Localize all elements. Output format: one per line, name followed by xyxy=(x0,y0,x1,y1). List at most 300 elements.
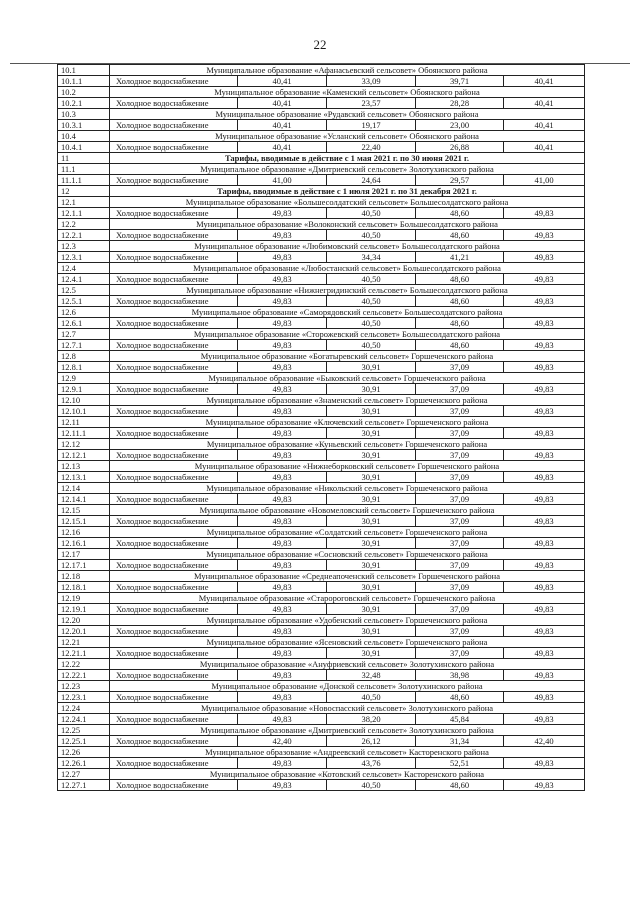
service-name: Холодное водоснабжение xyxy=(110,736,238,747)
row-code: 11 xyxy=(58,153,110,164)
row-code: 12.23.1 xyxy=(58,692,110,703)
row-code: 12.26 xyxy=(58,747,110,758)
tariff-value: 40,50 xyxy=(327,692,416,703)
tariff-row xyxy=(58,758,585,769)
tariff-value: 49,83 xyxy=(504,318,585,329)
tariff-row xyxy=(58,626,585,637)
tariff-value: 49,83 xyxy=(504,604,585,615)
tariff-value: 49,83 xyxy=(238,406,327,417)
municipality-row xyxy=(58,615,585,626)
tariff-value: 19,17 xyxy=(327,120,416,131)
municipality-name: Муниципальное образование «Большесолдатский сельсовет» Большесолдатского района xyxy=(110,197,585,208)
service-name: Холодное водоснабжение xyxy=(110,626,238,637)
municipality-row xyxy=(58,461,585,472)
period-header-row xyxy=(58,153,585,164)
municipality-row xyxy=(58,527,585,538)
tariff-value: 23,57 xyxy=(327,98,416,109)
tariff-value: 40,50 xyxy=(327,230,416,241)
tariff-row xyxy=(58,362,585,373)
tariff-value: 49,83 xyxy=(504,758,585,769)
service-name: Холодное водоснабжение xyxy=(110,230,238,241)
tariff-value: 49,83 xyxy=(238,362,327,373)
row-code: 12.26.1 xyxy=(58,758,110,769)
service-name: Холодное водоснабжение xyxy=(110,384,238,395)
row-code: 12.1.1 xyxy=(58,208,110,219)
row-code: 12.18 xyxy=(58,571,110,582)
row-code: 12.12.1 xyxy=(58,450,110,461)
tariff-row xyxy=(58,384,585,395)
row-code: 12.8 xyxy=(58,351,110,362)
municipality-name: Муниципальное образование «Рудавский сельсовет» Обоянского района xyxy=(110,109,585,120)
row-code: 12.4 xyxy=(58,263,110,274)
tariff-row xyxy=(58,318,585,329)
tariff-row xyxy=(58,120,585,131)
tariff-value: 37,09 xyxy=(416,494,504,505)
tariff-value: 49,83 xyxy=(504,780,585,791)
row-code: 12.4.1 xyxy=(58,274,110,285)
tariff-table-body xyxy=(58,65,585,791)
tariff-value: 40,50 xyxy=(327,780,416,791)
tariff-value: 49,83 xyxy=(238,472,327,483)
row-code: 12.8.1 xyxy=(58,362,110,373)
service-name: Холодное водоснабжение xyxy=(110,670,238,681)
municipality-row xyxy=(58,351,585,362)
tariff-value: 49,83 xyxy=(504,450,585,461)
municipality-name: Муниципальное образование «Дмитриевский сельсовет» Золотухинского района xyxy=(110,164,585,175)
tariff-value: 34,34 xyxy=(327,252,416,263)
tariff-value: 40,50 xyxy=(327,208,416,219)
tariff-value: 49,83 xyxy=(504,560,585,571)
municipality-name: Муниципальное образование «Солдатский сельсовет» Горшеченского района xyxy=(110,527,585,538)
tariff-value: 49,83 xyxy=(504,670,585,681)
municipality-row xyxy=(58,87,585,98)
tariff-value: 49,83 xyxy=(238,296,327,307)
tariff-table xyxy=(57,64,585,791)
municipality-row xyxy=(58,395,585,406)
row-code: 12.16.1 xyxy=(58,538,110,549)
tariff-value: 40,41 xyxy=(504,76,585,87)
tariff-value: 38,20 xyxy=(327,714,416,725)
row-code: 12 xyxy=(58,186,110,197)
tariff-value: 37,09 xyxy=(416,626,504,637)
tariff-value: 49,83 xyxy=(504,428,585,439)
tariff-value: 49,83 xyxy=(238,516,327,527)
municipality-name: Муниципальное образование «Никольский сельсовет» Горшеченского района xyxy=(110,483,585,494)
municipality-name: Муниципальное образование «Быковский сельсовет» Горшеченского района xyxy=(110,373,585,384)
tariff-value: 40,41 xyxy=(238,98,327,109)
municipality-row xyxy=(58,725,585,736)
tariff-value: 49,83 xyxy=(504,692,585,703)
tariff-value: 48,60 xyxy=(416,274,504,285)
tariff-row xyxy=(58,736,585,747)
municipality-row xyxy=(58,131,585,142)
tariff-value: 30,91 xyxy=(327,582,416,593)
municipality-row xyxy=(58,681,585,692)
tariff-value: 30,91 xyxy=(327,450,416,461)
tariff-row xyxy=(58,98,585,109)
municipality-name: Муниципальное образование «Среднеапоченский сельсовет» Горшеченского района xyxy=(110,571,585,582)
municipality-name: Муниципальное образование «Ясеновский сельсовет» Горшеченского района xyxy=(110,637,585,648)
municipality-row xyxy=(58,571,585,582)
tariff-value: 22,40 xyxy=(327,142,416,153)
municipality-name: Муниципальное образование «Усланский сельсовет» Обоянского района xyxy=(110,131,585,142)
row-code: 12.16 xyxy=(58,527,110,538)
tariff-value: 30,91 xyxy=(327,604,416,615)
service-name: Холодное водоснабжение xyxy=(110,714,238,725)
tariff-value: 49,83 xyxy=(504,472,585,483)
tariff-row xyxy=(58,406,585,417)
period-header-row xyxy=(58,186,585,197)
row-code: 10.2.1 xyxy=(58,98,110,109)
tariff-value: 39,71 xyxy=(416,76,504,87)
tariff-value: 49,83 xyxy=(504,252,585,263)
tariff-value: 23,00 xyxy=(416,120,504,131)
municipality-name: Муниципальное образование «Донской сельсовет» Золотухинского района xyxy=(110,681,585,692)
tariff-value: 30,91 xyxy=(327,406,416,417)
service-name: Холодное водоснабжение xyxy=(110,142,238,153)
tariff-row xyxy=(58,494,585,505)
tariff-value: 49,83 xyxy=(504,230,585,241)
service-name: Холодное водоснабжение xyxy=(110,538,238,549)
tariff-row xyxy=(58,780,585,791)
tariff-value: 49,83 xyxy=(504,494,585,505)
municipality-name: Муниципальное образование «Куньевский сельсовет» Горшеченского района xyxy=(110,439,585,450)
page-number: 22 xyxy=(313,37,327,52)
municipality-row xyxy=(58,263,585,274)
municipality-name: Муниципальное образование «Сторожевский сельсовет» Большесолдатского района xyxy=(110,329,585,340)
municipality-row xyxy=(58,164,585,175)
tariff-value: 48,60 xyxy=(416,780,504,791)
tariff-value: 48,60 xyxy=(416,692,504,703)
tariff-row xyxy=(58,714,585,725)
tariff-value: 49,83 xyxy=(504,340,585,351)
tariff-value: 49,83 xyxy=(238,582,327,593)
tariff-value: 49,83 xyxy=(504,274,585,285)
tariff-value: 49,83 xyxy=(238,604,327,615)
tariff-value: 37,09 xyxy=(416,406,504,417)
row-code: 12.19 xyxy=(58,593,110,604)
tariff-value: 49,83 xyxy=(238,714,327,725)
municipality-row xyxy=(58,439,585,450)
tariff-row xyxy=(58,274,585,285)
tariff-value: 49,83 xyxy=(238,450,327,461)
tariff-value: 40,41 xyxy=(504,98,585,109)
service-name: Холодное водоснабжение xyxy=(110,494,238,505)
tariff-row xyxy=(58,648,585,659)
service-name: Холодное водоснабжение xyxy=(110,318,238,329)
tariff-value: 40,50 xyxy=(327,296,416,307)
row-code: 12.1 xyxy=(58,197,110,208)
row-code: 12.22.1 xyxy=(58,670,110,681)
tariff-value: 37,09 xyxy=(416,516,504,527)
row-code: 10.4.1 xyxy=(58,142,110,153)
row-code: 12.5.1 xyxy=(58,296,110,307)
service-name: Холодное водоснабжение xyxy=(110,758,238,769)
tariff-row xyxy=(58,230,585,241)
row-code: 10.2 xyxy=(58,87,110,98)
tariff-value: 49,83 xyxy=(504,296,585,307)
tariff-value: 40,41 xyxy=(238,142,327,153)
tariff-value: 49,83 xyxy=(238,318,327,329)
municipality-name: Муниципальное образование «Нижнеборковский сельсовет» Горшеченского района xyxy=(110,461,585,472)
row-code: 11.1.1 xyxy=(58,175,110,186)
row-code: 12.24 xyxy=(58,703,110,714)
period-title: Тарифы, вводимые в действие с 1 мая 2021 г. по 30 июня 2021 г. xyxy=(110,153,585,164)
municipality-row xyxy=(58,219,585,230)
service-name: Холодное водоснабжение xyxy=(110,648,238,659)
tariff-value: 48,60 xyxy=(416,318,504,329)
tariff-value: 48,60 xyxy=(416,208,504,219)
municipality-row xyxy=(58,285,585,296)
row-code: 10.4 xyxy=(58,131,110,142)
tariff-value: 52,51 xyxy=(416,758,504,769)
tariff-row xyxy=(58,582,585,593)
tariff-value: 37,09 xyxy=(416,472,504,483)
tariff-row xyxy=(58,208,585,219)
tariff-value: 49,83 xyxy=(238,340,327,351)
tariff-value: 45,84 xyxy=(416,714,504,725)
service-name: Холодное водоснабжение xyxy=(110,428,238,439)
municipality-row xyxy=(58,483,585,494)
row-code: 12.9 xyxy=(58,373,110,384)
row-code: 12.14.1 xyxy=(58,494,110,505)
municipality-name: Муниципальное образование «Дмитриевский сельсовет» Золотухинского района xyxy=(110,725,585,736)
tariff-row xyxy=(58,538,585,549)
tariff-value: 30,91 xyxy=(327,472,416,483)
tariff-value: 49,83 xyxy=(504,362,585,373)
tariff-value: 37,09 xyxy=(416,538,504,549)
municipality-name: Муниципальное образование «Любостанский сельсовет» Большесолдатского района xyxy=(110,263,585,274)
municipality-row xyxy=(58,65,585,76)
row-code: 12.6 xyxy=(58,307,110,318)
row-code: 12.15 xyxy=(58,505,110,516)
service-name: Холодное водоснабжение xyxy=(110,76,238,87)
municipality-row xyxy=(58,703,585,714)
row-code: 12.11 xyxy=(58,417,110,428)
tariff-value: 42,40 xyxy=(238,736,327,747)
tariff-value: 48,60 xyxy=(416,230,504,241)
tariff-value: 49,83 xyxy=(238,384,327,395)
service-name: Холодное водоснабжение xyxy=(110,362,238,373)
tariff-value: 37,09 xyxy=(416,604,504,615)
row-code: 12.6.1 xyxy=(58,318,110,329)
row-code: 12.25.1 xyxy=(58,736,110,747)
row-code: 12.7 xyxy=(58,329,110,340)
service-name: Холодное водоснабжение xyxy=(110,516,238,527)
tariff-value: 40,50 xyxy=(327,318,416,329)
tariff-row xyxy=(58,472,585,483)
tariff-value: 49,83 xyxy=(504,516,585,527)
service-name: Холодное водоснабжение xyxy=(110,98,238,109)
municipality-row xyxy=(58,109,585,120)
row-code: 12.3.1 xyxy=(58,252,110,263)
municipality-name: Муниципальное образование «Афанасьевский сельсовет» Обоянского района xyxy=(110,65,585,76)
tariff-value: 37,09 xyxy=(416,362,504,373)
service-name: Холодное водоснабжение xyxy=(110,604,238,615)
row-code: 12.22 xyxy=(58,659,110,670)
tariff-value: 40,41 xyxy=(504,120,585,131)
municipality-row xyxy=(58,659,585,670)
tariff-row xyxy=(58,560,585,571)
row-code: 12.3 xyxy=(58,241,110,252)
tariff-value: 49,83 xyxy=(504,582,585,593)
tariff-value: 49,83 xyxy=(504,384,585,395)
row-code: 10.1 xyxy=(58,65,110,76)
service-name: Холодное водоснабжение xyxy=(110,560,238,571)
row-code: 12.20.1 xyxy=(58,626,110,637)
municipality-name: Муниципальное образование «Старороговский сельсовет» Горшеченского района xyxy=(110,593,585,604)
row-code: 12.10.1 xyxy=(58,406,110,417)
tariff-value: 26,88 xyxy=(416,142,504,153)
municipality-row xyxy=(58,769,585,780)
tariff-value: 48,60 xyxy=(416,340,504,351)
municipality-row xyxy=(58,593,585,604)
row-code: 12.27.1 xyxy=(58,780,110,791)
tariff-value: 28,28 xyxy=(416,98,504,109)
tariff-value: 30,91 xyxy=(327,516,416,527)
tariff-value: 31,34 xyxy=(416,736,504,747)
municipality-row xyxy=(58,549,585,560)
tariff-value: 24,64 xyxy=(327,175,416,186)
tariff-row xyxy=(58,76,585,87)
tariff-value: 26,12 xyxy=(327,736,416,747)
row-code: 12.17 xyxy=(58,549,110,560)
service-name: Холодное водоснабжение xyxy=(110,406,238,417)
tariff-value: 40,41 xyxy=(238,120,327,131)
row-code: 12.21 xyxy=(58,637,110,648)
row-code: 12.14 xyxy=(58,483,110,494)
tariff-value: 33,09 xyxy=(327,76,416,87)
tariff-row xyxy=(58,142,585,153)
service-name: Холодное водоснабжение xyxy=(110,692,238,703)
municipality-name: Муниципальное образование «Богатыревский сельсовет» Горшеченского района xyxy=(110,351,585,362)
tariff-value: 49,83 xyxy=(238,648,327,659)
row-code: 12.13.1 xyxy=(58,472,110,483)
tariff-value: 40,41 xyxy=(504,142,585,153)
municipality-name: Муниципальное образование «Сосновский сельсовет» Горшеченского района xyxy=(110,549,585,560)
tariff-value: 41,00 xyxy=(504,175,585,186)
tariff-value: 37,09 xyxy=(416,428,504,439)
tariff-row xyxy=(58,604,585,615)
row-code: 12.19.1 xyxy=(58,604,110,615)
municipality-name: Муниципальное образование «Волоконский сельсовет» Большесолдатского района xyxy=(110,219,585,230)
municipality-row xyxy=(58,241,585,252)
tariff-value: 37,09 xyxy=(416,648,504,659)
tariff-value: 49,83 xyxy=(238,208,327,219)
tariff-value: 49,83 xyxy=(238,692,327,703)
row-code: 12.20 xyxy=(58,615,110,626)
tariff-value: 37,09 xyxy=(416,582,504,593)
tariff-value: 30,91 xyxy=(327,428,416,439)
tariff-row xyxy=(58,692,585,703)
row-code: 12.13 xyxy=(58,461,110,472)
tariff-value: 49,83 xyxy=(238,252,327,263)
tariff-row xyxy=(58,450,585,461)
municipality-row xyxy=(58,373,585,384)
tariff-value: 49,83 xyxy=(238,230,327,241)
municipality-row xyxy=(58,307,585,318)
tariff-row xyxy=(58,516,585,527)
row-code: 12.27 xyxy=(58,769,110,780)
municipality-name: Муниципальное образование «Ануфриевский сельсовет» Золотухинского района xyxy=(110,659,585,670)
service-name: Холодное водоснабжение xyxy=(110,208,238,219)
municipality-row xyxy=(58,505,585,516)
tariff-value: 49,83 xyxy=(504,714,585,725)
tariff-value: 49,83 xyxy=(238,758,327,769)
tariff-value: 49,83 xyxy=(238,670,327,681)
tariff-value: 49,83 xyxy=(504,406,585,417)
municipality-row xyxy=(58,637,585,648)
row-code: 12.11.1 xyxy=(58,428,110,439)
row-code: 12.21.1 xyxy=(58,648,110,659)
tariff-value: 30,91 xyxy=(327,538,416,549)
tariff-value: 30,91 xyxy=(327,560,416,571)
tariff-row xyxy=(58,340,585,351)
tariff-value: 37,09 xyxy=(416,560,504,571)
row-code: 12.24.1 xyxy=(58,714,110,725)
tariff-value: 30,91 xyxy=(327,626,416,637)
municipality-name: Муниципальное образование «Новомеловский сельсовет» Горшеченского района xyxy=(110,505,585,516)
row-code: 12.25 xyxy=(58,725,110,736)
row-code: 12.12 xyxy=(58,439,110,450)
tariff-value: 42,40 xyxy=(504,736,585,747)
service-name: Холодное водоснабжение xyxy=(110,175,238,186)
tariff-row xyxy=(58,252,585,263)
tariff-value: 37,09 xyxy=(416,384,504,395)
tariff-value: 49,83 xyxy=(238,538,327,549)
tariff-value: 49,83 xyxy=(504,626,585,637)
service-name: Холодное водоснабжение xyxy=(110,296,238,307)
municipality-row xyxy=(58,197,585,208)
service-name: Холодное водоснабжение xyxy=(110,450,238,461)
row-code: 12.5 xyxy=(58,285,110,296)
tariff-value: 40,50 xyxy=(327,340,416,351)
tariff-row xyxy=(58,296,585,307)
row-code: 10.3 xyxy=(58,109,110,120)
municipality-row xyxy=(58,747,585,758)
tariff-value: 37,09 xyxy=(416,450,504,461)
tariff-value: 32,48 xyxy=(327,670,416,681)
row-code: 10.1.1 xyxy=(58,76,110,87)
row-code: 12.23 xyxy=(58,681,110,692)
tariff-value: 30,91 xyxy=(327,384,416,395)
tariff-value: 30,91 xyxy=(327,494,416,505)
municipality-name: Муниципальное образование «Новоспасский сельсовет» Золотухинского района xyxy=(110,703,585,714)
municipality-name: Муниципальное образование «Саморядовский сельсовет» Большесолдатского района xyxy=(110,307,585,318)
tariff-row xyxy=(58,670,585,681)
tariff-value: 43,76 xyxy=(327,758,416,769)
tariff-value: 49,83 xyxy=(238,626,327,637)
row-code: 12.17.1 xyxy=(58,560,110,571)
tariff-value: 29,57 xyxy=(416,175,504,186)
municipality-name: Муниципальное образование «Котовский сельсовет» Касторенского района xyxy=(110,769,585,780)
tariff-row xyxy=(58,428,585,439)
tariff-row xyxy=(58,175,585,186)
municipality-name: Муниципальное образование «Нижнегридинский сельсовет» Большесолдатского района xyxy=(110,285,585,296)
tariff-value: 41,21 xyxy=(416,252,504,263)
municipality-row xyxy=(58,329,585,340)
row-code: 12.2 xyxy=(58,219,110,230)
tariff-value: 49,83 xyxy=(504,648,585,659)
municipality-name: Муниципальное образование «Каменский сельсовет» Обоянского района xyxy=(110,87,585,98)
tariff-value: 49,83 xyxy=(504,208,585,219)
row-code: 12.10 xyxy=(58,395,110,406)
row-code: 10.3.1 xyxy=(58,120,110,131)
tariff-value: 49,83 xyxy=(238,428,327,439)
municipality-name: Муниципальное образование «Знаменский сельсовет» Горшеченского района xyxy=(110,395,585,406)
tariff-value: 30,91 xyxy=(327,362,416,373)
tariff-value: 30,91 xyxy=(327,648,416,659)
